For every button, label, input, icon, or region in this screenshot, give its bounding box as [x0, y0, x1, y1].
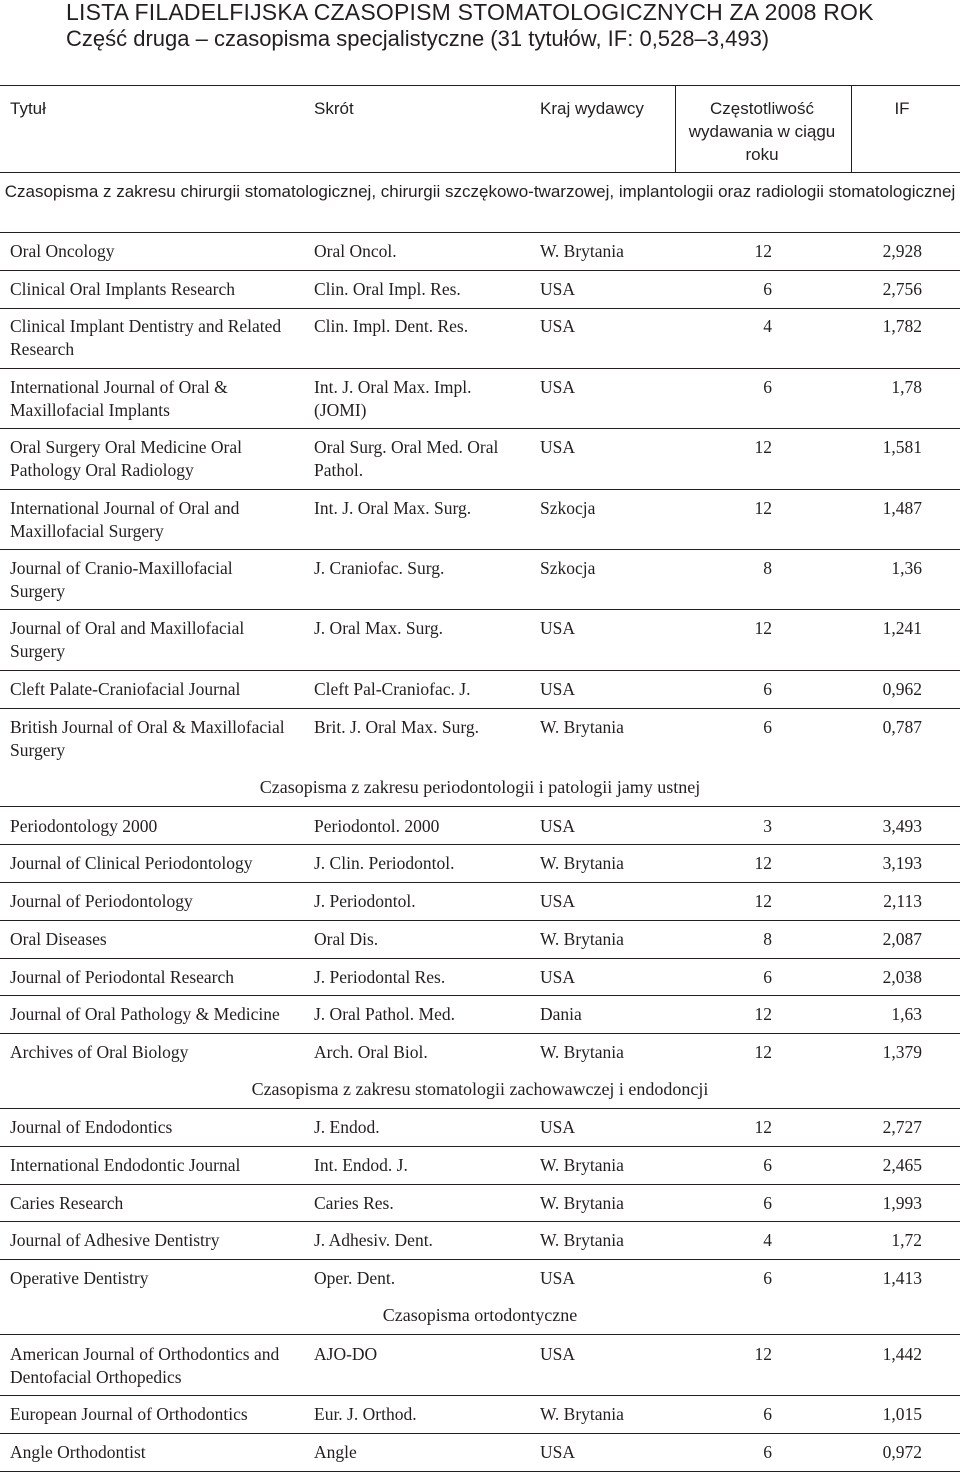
journal-country: W. Brytania [540, 1042, 624, 1062]
journal-country: W. Brytania [540, 1193, 624, 1213]
journal-title: American Journal of Orthodontics and Dentofacial Orthopedics [10, 1344, 280, 1387]
header-bottom-rule [0, 172, 960, 173]
journal-country: W. Brytania [540, 1155, 624, 1175]
journal-country: W. Brytania [540, 717, 624, 737]
journal-if: 1,993 [882, 1193, 922, 1213]
journal-abbr: Arch. Oral Biol. [314, 1042, 428, 1062]
row-rule [0, 958, 960, 959]
journal-abbr: Int. J. Oral Max. Surg. [314, 498, 472, 518]
section-rule [0, 1108, 960, 1109]
journal-frequency: 3 [763, 816, 772, 836]
journal-if: 1,782 [882, 316, 922, 336]
journal-title: Clinical Oral Implants Research [10, 279, 235, 299]
row-rule [0, 609, 960, 610]
table-bottom-rule [0, 1471, 960, 1472]
journal-abbr: J. Clin. Periodontol. [314, 853, 455, 873]
journal-title: International Journal of Oral and Maxillofacial Surgery [10, 498, 240, 541]
journal-frequency: 6 [763, 967, 772, 987]
journal-if: 1,442 [882, 1344, 922, 1364]
journal-country: USA [540, 437, 576, 457]
journal-frequency: 6 [763, 1155, 772, 1175]
journal-if: 1,72 [891, 1230, 922, 1250]
journal-title: Journal of Oral Pathology & Medicine [10, 1004, 280, 1024]
journal-abbr: Int. Endod. J. [314, 1155, 408, 1175]
journal-frequency: 6 [763, 1404, 772, 1424]
journal-frequency: 12 [754, 437, 772, 457]
journal-if: 1,581 [882, 437, 922, 457]
journal-title: European Journal of Orthodontics [10, 1404, 248, 1424]
row-rule [0, 844, 960, 845]
page-title: LISTA FILADELFIJSKA CZASOPISM STOMATOLOGICZNYCH ZA 2008 ROK [66, 0, 874, 25]
journal-if: 1,241 [882, 618, 922, 638]
journal-title: Journal of Clinical Periodontology [10, 853, 253, 873]
journal-if: 1,63 [891, 1004, 922, 1024]
journal-title: Journal of Cranio-Maxillofacial Surgery [10, 558, 233, 601]
journal-frequency: 12 [754, 891, 772, 911]
col-abbr-header: Skrót [314, 99, 354, 118]
journal-abbr: Clin. Oral Impl. Res. [314, 279, 461, 299]
journal-country: USA [540, 967, 576, 987]
journal-abbr: J. Endod. [314, 1117, 380, 1137]
journal-country: USA [540, 377, 576, 397]
journal-if: 2,928 [882, 241, 922, 261]
row-rule [0, 1259, 960, 1260]
journal-if: 0,787 [882, 717, 922, 737]
col-title-header: Tytuł [10, 99, 46, 118]
row-rule [0, 368, 960, 369]
journal-abbr: Int. J. Oral Max. Impl. (JOMI) [314, 377, 472, 420]
journal-frequency: 6 [763, 717, 772, 737]
journal-if: 1,015 [882, 1404, 922, 1424]
journal-country: W. Brytania [540, 853, 624, 873]
journal-frequency: 12 [754, 618, 772, 638]
page-header [66, 0, 946, 54]
journal-frequency: 4 [763, 316, 772, 336]
journal-country: Szkocja [540, 498, 596, 518]
journal-abbr: Oral Oncol. [314, 241, 397, 261]
section-endodontics-heading: Czasopisma z zakresu stomatologii zachowawczej i endodoncji [251, 1079, 709, 1099]
journal-if: 1,379 [882, 1042, 922, 1062]
section-periodontology-heading: Czasopisma z zakresu periodontologii i patologii jamy ustnej [259, 777, 701, 797]
journal-country: W. Brytania [540, 929, 624, 949]
journal-if: 2,038 [882, 967, 922, 987]
col-if-header: IF [894, 99, 910, 118]
journal-abbr: Periodontol. 2000 [314, 816, 440, 836]
row-rule [0, 995, 960, 996]
row-rule [0, 1395, 960, 1396]
journal-country: USA [540, 618, 576, 638]
journal-frequency: 8 [763, 558, 772, 578]
journal-abbr: Oral Surg. Oral Med. Oral Pathol. [314, 437, 499, 480]
row-rule [0, 708, 960, 709]
journal-if: 0,972 [882, 1442, 922, 1462]
journal-title: Operative Dentistry [10, 1268, 149, 1288]
row-rule [0, 549, 960, 550]
journal-country: USA [540, 891, 576, 911]
journal-frequency: 4 [763, 1230, 772, 1250]
col-frequency-header: Częstotliwość wydawania w ciągu roku [688, 99, 836, 164]
row-rule [0, 920, 960, 921]
journal-frequency: 6 [763, 1442, 772, 1462]
section-rule [0, 1334, 960, 1335]
journal-abbr: Oper. Dent. [314, 1268, 396, 1288]
section-rule [0, 806, 960, 807]
journal-title: Journal of Periodontal Research [10, 967, 235, 987]
journal-country: Dania [540, 1004, 582, 1024]
journal-abbr: J. Periodontal Res. [314, 967, 446, 987]
journal-abbr: J. Oral Pathol. Med. [314, 1004, 455, 1024]
journal-abbr: Clin. Impl. Dent. Res. [314, 316, 469, 336]
journal-frequency: 6 [763, 1268, 772, 1288]
row-rule [0, 428, 960, 429]
journal-abbr: Angle [314, 1442, 357, 1462]
journal-abbr: J. Oral Max. Surg. [314, 618, 443, 638]
section-orthodontics-heading: Czasopisma ortodontyczne [382, 1305, 578, 1325]
journal-if: 2,087 [882, 929, 922, 949]
journal-if: 2,113 [883, 891, 922, 911]
journal-frequency: 6 [763, 679, 772, 699]
journal-if: 2,756 [882, 279, 922, 299]
journal-country: USA [540, 316, 576, 336]
journal-title: Journal of Endodontics [10, 1117, 173, 1137]
journal-country: USA [540, 1117, 576, 1137]
journal-frequency: 12 [754, 853, 772, 873]
journal-abbr: Caries Res. [314, 1193, 394, 1213]
journal-title: Cleft Palate-Craniofacial Journal [10, 679, 241, 699]
journal-country: W. Brytania [540, 1230, 624, 1250]
row-rule [0, 270, 960, 271]
journal-if: 0,962 [882, 679, 922, 699]
journal-country: USA [540, 279, 576, 299]
journal-title: Periodontology 2000 [10, 816, 158, 836]
journal-abbr: Brit. J. Oral Max. Surg. [314, 717, 479, 737]
row-rule [0, 1033, 960, 1034]
page-subtitle: Część druga – czasopisma specjalistyczne (31 tytułów, IF: 0,528–3,493) [66, 26, 770, 51]
row-rule [0, 489, 960, 490]
row-rule [0, 1433, 960, 1434]
section-rule [0, 232, 960, 233]
row-rule [0, 1184, 960, 1185]
section-surgery-heading: Czasopisma z zakresu chirurgii stomatologicznej, chirurgii szczękowo-twarzowej, implantologii oraz radiologii stomatologicznej [4, 182, 956, 201]
journal-title: Clinical Implant Dentistry and Related Research [10, 316, 282, 359]
row-rule [0, 1146, 960, 1147]
journal-if: 2,727 [882, 1117, 922, 1137]
row-rule [0, 670, 960, 671]
journal-abbr: Cleft Pal-Craniofac. J. [314, 679, 471, 699]
journal-title: Oral Oncology [10, 241, 115, 261]
journal-frequency: 6 [763, 279, 772, 299]
journal-title: Oral Diseases [10, 929, 107, 949]
journal-title: Journal of Periodontology [10, 891, 193, 911]
journal-country: USA [540, 1268, 576, 1288]
journal-frequency: 8 [763, 929, 772, 949]
col-country-header: Kraj wydawcy [540, 99, 644, 118]
journal-abbr: J. Craniofac. Surg. [314, 558, 445, 578]
journal-country: USA [540, 816, 576, 836]
journal-if: 1,413 [882, 1268, 922, 1288]
journal-title: Journal of Oral and Maxillofacial Surgery [10, 618, 245, 661]
journal-abbr: J. Periodontol. [314, 891, 416, 911]
journal-country: W. Brytania [540, 241, 624, 261]
journal-if: 3,193 [882, 853, 922, 873]
journal-frequency: 12 [754, 241, 772, 261]
table-header [0, 85, 960, 173]
row-rule [0, 882, 960, 883]
journal-if: 1,78 [891, 377, 922, 397]
journal-frequency: 12 [754, 1004, 772, 1024]
journal-title: Journal of Adhesive Dentistry [10, 1230, 220, 1250]
journal-title: Oral Surgery Oral Medicine Oral Pathology Oral Radiology [10, 437, 242, 480]
journal-abbr: Oral Dis. [314, 929, 379, 949]
journal-abbr: Eur. J. Orthod. [314, 1404, 417, 1424]
journal-if: 1,487 [882, 498, 922, 518]
journal-title: British Journal of Oral & Maxillofacial Surgery [10, 717, 285, 760]
journal-frequency: 6 [763, 1193, 772, 1213]
journal-frequency: 12 [754, 498, 772, 518]
journal-country: USA [540, 1442, 576, 1462]
journal-if: 3,493 [882, 816, 922, 836]
journal-country: W. Brytania [540, 1404, 624, 1424]
journal-title: Archives of Oral Biology [10, 1042, 189, 1062]
journal-country: USA [540, 1344, 576, 1364]
header-divider-2 [851, 85, 852, 173]
header-divider-1 [675, 85, 676, 173]
journal-country: USA [540, 679, 576, 699]
journal-title: Caries Research [10, 1193, 124, 1213]
journal-frequency: 6 [763, 377, 772, 397]
journal-frequency: 12 [754, 1344, 772, 1364]
journal-title: International Journal of Oral & Maxillofacial Implants [10, 377, 228, 420]
journal-if: 1,36 [891, 558, 922, 578]
row-rule [0, 1221, 960, 1222]
journal-frequency: 12 [754, 1042, 772, 1062]
journal-title: Angle Orthodontist [10, 1442, 146, 1462]
journal-title: International Endodontic Journal [10, 1155, 241, 1175]
journal-if: 2,465 [882, 1155, 922, 1175]
journal-frequency: 12 [754, 1117, 772, 1137]
journal-abbr: AJO-DO [314, 1344, 378, 1364]
row-rule [0, 308, 960, 309]
journal-country: Szkocja [540, 558, 596, 578]
journal-abbr: J. Adhesiv. Dent. [314, 1230, 433, 1250]
